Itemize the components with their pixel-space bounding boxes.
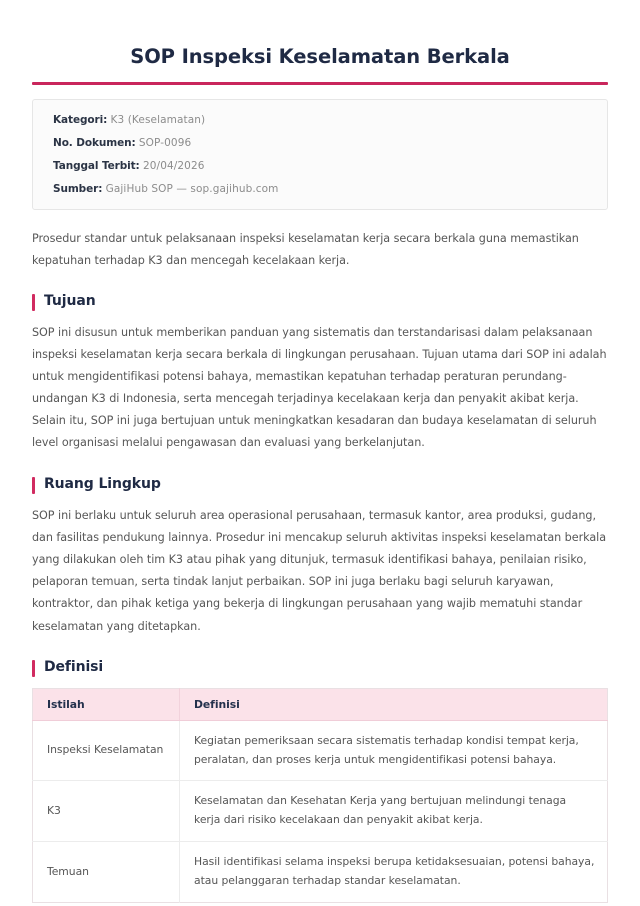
metadata-value-sumber: GajiHub SOP — sop.gajihub.com [105,182,279,195]
cell-istilah: K3 [33,781,180,842]
metadata-row-tanggal-terbit [53,161,587,172]
metadata-row-no-dokumen [53,138,587,149]
title-underline-rule [32,82,608,85]
document-intro-paragraph: Prosedur standar untuk pelaksanaan inspeksi keselamatan kerja secara berkala guna memastikan kepatuhan terhadap K3 dan mencegah kecelakaan kerja. [32,231,579,267]
section-ruang-lingkup [32,477,608,638]
document-metadata-box [32,99,608,210]
metadata-label-kategori: Kategori: [53,113,108,126]
metadata-label-sumber: Sumber: [53,182,103,195]
metadata-label-no-dokumen: No. Dokumen: [53,136,136,149]
metadata-value-no-dokumen: SOP-0096 [138,136,192,149]
cell-definisi: Hasil identifikasi selama inspeksi berupa ketidaksesuaian, potensi bahaya, atau pelanggaran terhadap standar keselamatan. [194,855,595,888]
section-body-tujuan: SOP ini disusun untuk memberikan panduan yang sistematis dan terstandarisasi dalam pelaksanaan inspeksi keselamatan kerja secara berkala di lingkungan perusahaan. Tujuan utama dari SOP ini adalah untuk mengidentifikasi potensi bahaya, memastikan kepatuhan terhadap peraturan perundang-undangan K3 di Indonesia, serta mencegah terjadinya kecelakaan kerja dan penyakit akibat kerja. Selain itu, SOP ini juga bertujuan untuk meningkatkan kesadaran dan budaya keselamatan di seluruh level organisasi melalui pengawasan dan evaluasi yang berkelanjutan. [32,325,607,450]
cell-istilah: Temuan [33,842,180,903]
column-header-definisi: Definisi [180,688,608,720]
section-body-ruang-lingkup: SOP ini berlaku untuk seluruh area operasional perusahaan, termasuk kantor, area produksi, gudang, dan fasilitas pendukung lainnya. Prosedur ini mencakup seluruh aktivitas inspeksi keselamatan berkala yang dilakukan oleh tim K3 atau pihak yang ditunjuk, termasuk identifikasi bahaya, penilaian risiko, pelaporan temuan, serta tindak lanjut perbaikan. SOP ini juga berlaku bagi seluruh karyawan, kontraktor, dan pihak ketiga yang bekerja di lingkungan perusahaan yang wajib mematuhi standar keselamatan yang ditetapkan. [32,508,607,633]
definisi-table-head [33,688,608,720]
table-header-row [33,688,608,720]
table-row [33,781,608,842]
heading-accent-bar-icon [32,477,35,494]
table-row [33,720,608,781]
section-title-ruang-lingkup: Ruang Lingkup [44,476,161,493]
heading-accent-bar-icon [32,660,35,677]
definisi-table [32,688,608,903]
cell-definisi: Kegiatan pemeriksaan secara sistematis terhadap kondisi tempat kerja, peralatan, dan proses kerja untuk mengidentifikasi potensi bahaya. [180,720,608,781]
heading-accent-bar-icon [32,294,35,311]
section-title-tujuan: Tujuan [44,293,96,310]
metadata-row-sumber [53,184,587,195]
metadata-row-kategori [53,115,587,126]
page-title: SOP Inspeksi Keselamatan Berkala [130,45,510,68]
section-title-definisi: Definisi [44,659,104,676]
section-definisi [32,660,608,903]
section-heading-ruang-lingkup [32,477,608,494]
definisi-table-body [33,720,608,902]
cell-istilah: Inspeksi Keselamatan [33,720,180,781]
cell-definisi: Keselamatan dan Kesehatan Kerja yang bertujuan melindungi tenaga kerja dari risiko kecelakaan dan penyakit akibat kerja. [180,781,608,842]
table-row [33,842,608,903]
metadata-value-tanggal-terbit: 20/04/2026 [143,159,205,172]
metadata-label-tanggal-terbit: Tanggal Terbit: [53,159,140,172]
column-header-istilah: Istilah [33,688,180,720]
metadata-value-kategori: K3 (Keselamatan) [110,113,206,126]
section-heading-definisi [32,660,608,677]
section-tujuan [32,294,608,455]
section-heading-tujuan [32,294,608,311]
